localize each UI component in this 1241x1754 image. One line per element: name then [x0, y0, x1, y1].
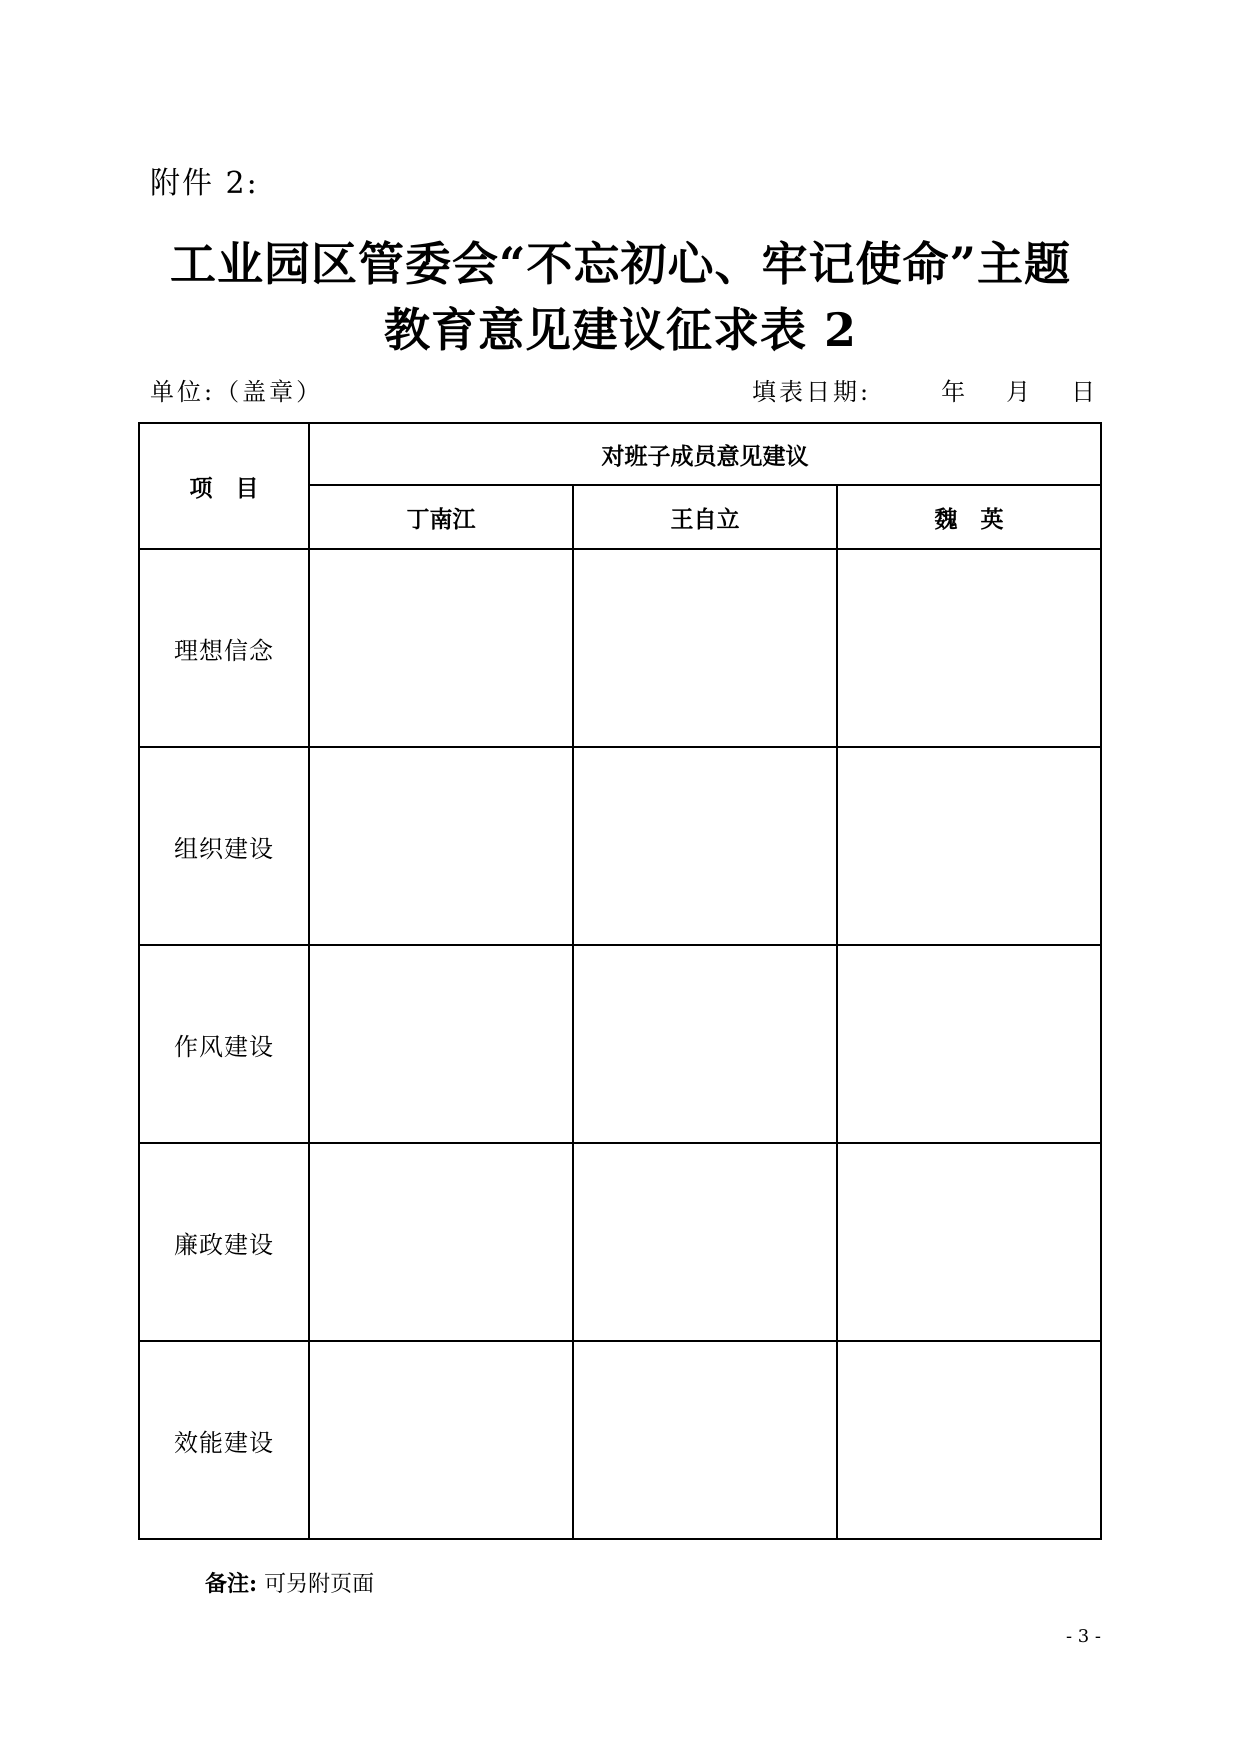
row-label: 廉政建设: [139, 1143, 309, 1341]
opinion-cell[interactable]: [837, 747, 1101, 945]
table-row: [139, 945, 1101, 1143]
fill-date: [752, 372, 1098, 407]
table-row: [139, 1341, 1101, 1539]
opinion-cell[interactable]: [573, 549, 837, 747]
unit-seal-label: 单位:（盖章）: [150, 378, 324, 406]
opinion-cell[interactable]: [309, 945, 573, 1143]
member-header: 魏 英: [837, 485, 1101, 549]
row-label: 组织建设: [139, 747, 309, 945]
item-header: 项 目: [139, 423, 309, 549]
opinion-cell[interactable]: [573, 1341, 837, 1539]
table-row: [139, 549, 1101, 747]
month-label: 月: [1006, 378, 1034, 406]
fill-date-label: 填表日期:: [752, 378, 872, 406]
group-header: 对班子成员意见建议: [309, 423, 1101, 485]
opinion-cell[interactable]: [573, 1143, 837, 1341]
opinion-table: [138, 422, 1102, 1540]
table-row: [139, 1143, 1101, 1341]
opinion-cell[interactable]: [573, 747, 837, 945]
form-title-line2: 教育意见建议征求表 2: [383, 303, 858, 357]
remark-label: 备注:: [205, 1571, 258, 1597]
year-label: 年: [941, 378, 969, 406]
day-label: 日: [1071, 378, 1099, 406]
remark: [205, 1567, 374, 1598]
opinion-cell[interactable]: [309, 1341, 573, 1539]
opinion-cell[interactable]: [573, 945, 837, 1143]
opinion-cell[interactable]: [837, 549, 1101, 747]
opinion-cell[interactable]: [837, 945, 1101, 1143]
form-title-line1: 工业园区管委会“不忘初心、牢记使命”主题: [170, 237, 1071, 291]
opinion-cell[interactable]: [837, 1143, 1101, 1341]
member-header: 丁南江: [309, 485, 573, 549]
opinion-cell[interactable]: [837, 1341, 1101, 1539]
opinion-cell[interactable]: [309, 1143, 573, 1341]
remark-text: 可另附页面: [264, 1572, 375, 1597]
table-row: [139, 747, 1101, 945]
row-label: 作风建设: [139, 945, 309, 1143]
opinion-cell[interactable]: [309, 549, 573, 747]
member-header: 王自立: [573, 485, 837, 549]
row-label: 理想信念: [139, 549, 309, 747]
opinion-cell[interactable]: [309, 747, 573, 945]
page-number: - 3 -: [1065, 1626, 1101, 1647]
row-label: 效能建设: [139, 1341, 309, 1539]
attachment-label: 附件 2:: [150, 166, 259, 201]
